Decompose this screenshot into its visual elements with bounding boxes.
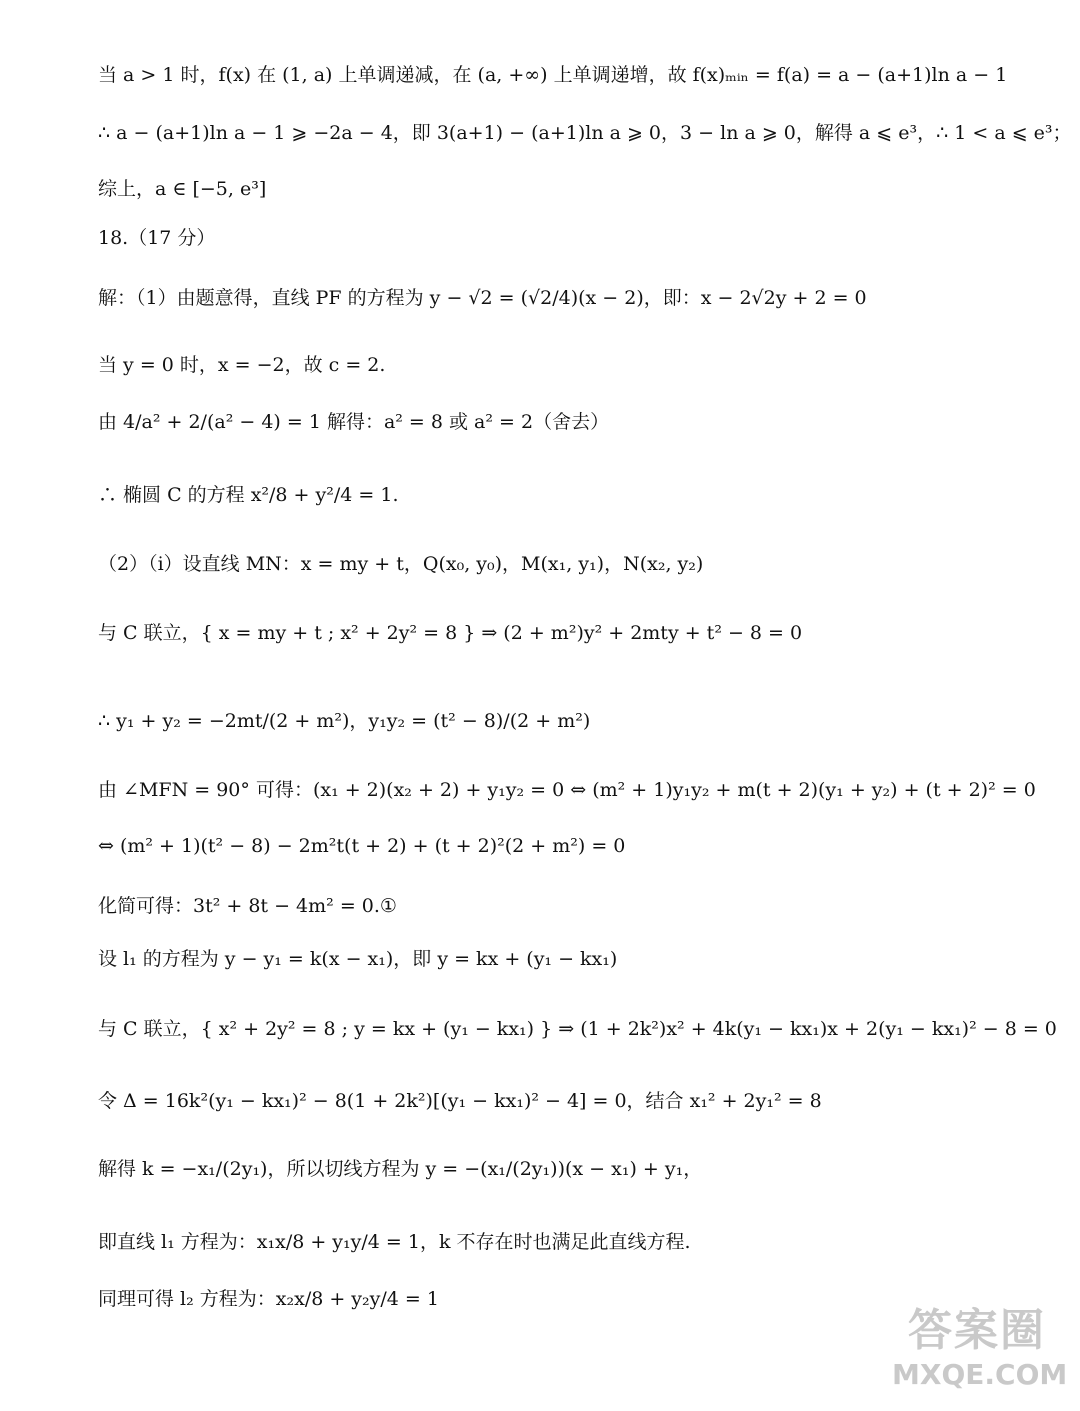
text-line-17: 令 Δ = 16k²(y₁ − kx₁)² − 8(1 + 2k²)[(y₁ − kx₁)² − 4] = 0，结合 x₁² + 2y₁² = 8 [98, 1090, 822, 1112]
text-line-2: ∴ a − (a+1)ln a − 1 ⩾ −2a − 4，即 3(a+1) − (a+1)ln a ⩾ 0，3 − ln a ⩾ 0，解得 a ⩽ e³，∴ 1 < a ⩽ e³； [98, 122, 1072, 144]
text-line-18: 解得 k = −x₁/(2y₁)，所以切线方程为 y = −(x₁/(2y₁))(x − x₁) + y₁， [98, 1158, 703, 1180]
text-line-3: 综上，a ∈ [−5, e³] [98, 178, 267, 200]
text-line-13: ⇔ (m² + 1)(t² − 8) − 2m²t(t + 2) + (t + 2)²(2 + m²) = 0 [98, 835, 626, 857]
site-watermark [892, 1303, 1068, 1403]
text-line-8: ∴ 椭圆 C 的方程 x²/8 + y²/4 = 1. [98, 484, 399, 506]
text-line-20: 同理可得 l₂ 方程为：x₂x/8 + y₂y/4 = 1 [98, 1288, 439, 1310]
text-line-12: 由 ∠MFN = 90° 可得：(x₁ + 2)(x₂ + 2) + y₁y₂ = 0 ⇔ (m² + 1)y₁y₂ + m(t + 2)(y₁ + y₂) + (t + 2)² = 0 [98, 779, 1036, 801]
text-line-14: 化简可得：3t² + 8t − 4m² = 0.① [98, 895, 397, 917]
text-line-1: 当 a > 1 时，f(x) 在 (1, a) 上单调递减，在 (a, +∞) 上单调递增，故 f(x)ₘᵢₙ = f(a) = a − (a+1)ln a − 1 [98, 64, 1008, 86]
problem-header: 18.（17 分） [98, 227, 216, 249]
text-line-7: 由 4/a² + 2/(a² − 4) = 1 解得：a² = 8 或 a² = 2（舍去） [98, 411, 610, 433]
text-line-15: 设 l₁ 的方程为 y − y₁ = k(x − x₁)，即 y = kx + (y₁ − kx₁) [98, 948, 618, 970]
text-line-6: 当 y = 0 时，x = −2，故 c = 2. [98, 354, 386, 376]
watermark-logo-text: 答案圈 [908, 1305, 1046, 1356]
text-line-11: ∴ y₁ + y₂ = −2mt/(2 + m²)，y₁y₂ = (t² − 8)/(2 + m²) [98, 710, 591, 732]
text-line-9: （2）（i）设直线 MN：x = my + t，Q(x₀, y₀)，M(x₁, y₁)，N(x₂, y₂) [98, 553, 704, 575]
text-line-19: 即直线 l₁ 方程为：x₁x/8 + y₁y/4 = 1，k 不存在时也满足此直线方程. [98, 1231, 691, 1253]
text-line-5: 解：（1）由题意得，直线 PF 的方程为 y − √2 = (√2/4)(x − 2)，即：x − 2√2y + 2 = 0 [98, 287, 867, 309]
watermark-domain: MXQE.COM [892, 1358, 1068, 1391]
text-line-16: 与 C 联立，{ x² + 2y² = 8 ; y = kx + (y₁ − kx₁) } ⇒ (1 + 2k²)x² + 4k(y₁ − kx₁)x + 2(y₁ − kx₁)² − 8 = 0 [98, 1018, 1057, 1040]
text-line-10: 与 C 联立，{ x = my + t ; x² + 2y² = 8 } ⇒ (2 + m²)y² + 2mty + t² − 8 = 0 [98, 622, 803, 644]
